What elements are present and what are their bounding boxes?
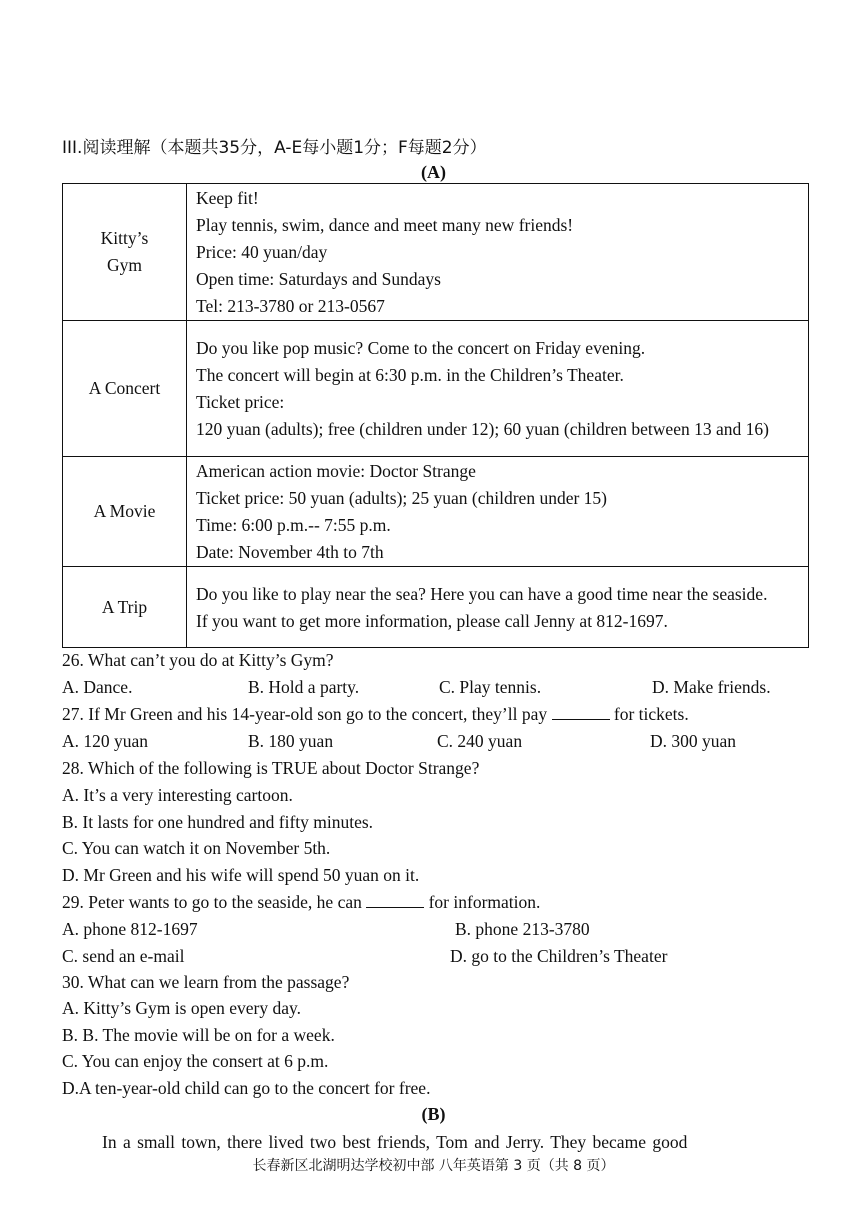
q27-stem-before: 27. If Mr Green and his 14-year-old son go to the concert, they’ll pay <box>62 704 548 724</box>
part-a-heading: (A) <box>421 162 446 182</box>
section-title: III.阅读理解（本题共35分，A-E每小题1分；F每题2分） <box>62 138 487 158</box>
q30-option-d: D.A ten-year-old child can go to the concert for free. <box>62 1078 431 1098</box>
page-footer: 长春新区北湖明达学校初中部 八年英语第 3 页（共 8 页） <box>252 1158 615 1174</box>
ad-content-gym <box>187 184 809 321</box>
q28-option-b: B. It lasts for one hundred and fifty minutes. <box>62 812 374 832</box>
ad-name: A Concert <box>88 378 161 398</box>
q30-option-a: A. Kitty’s Gym is open every day. <box>62 998 301 1018</box>
ad-line: The concert will begin at 6:30 p.m. in the Children’s Theater. <box>196 365 624 385</box>
q26-option-d: D. Make friends. <box>652 677 771 697</box>
q27-option-a: A. 120 yuan <box>62 731 149 751</box>
ad-line: 120 yuan (adults); free (children under 12); 60 yuan (children between 13 and 16) <box>196 419 769 439</box>
ad-row-concert <box>63 321 809 457</box>
ad-row-movie <box>63 457 809 567</box>
ad-line: If you want to get more information, please call Jenny at 812-1697. <box>196 610 668 631</box>
q29-option-b: B. phone 213-3780 <box>455 919 590 939</box>
q29-stem-before: 29. Peter wants to go to the seaside, he can <box>62 892 362 912</box>
ad-name: A Trip <box>101 596 148 617</box>
ad-content-trip <box>187 567 809 648</box>
q29-stem <box>62 892 540 913</box>
q27-option-d: D. 300 yuan <box>650 731 737 751</box>
ad-row-trip <box>63 567 809 648</box>
q26-option-a: A. Dance. <box>62 677 133 697</box>
ad-line: Do you like to play near the sea? Here you can have a good time near the seaside. <box>196 583 768 604</box>
ad-row-gym <box>63 184 809 321</box>
q29-option-d: D. go to the Children’s Theater <box>450 946 668 966</box>
q28-stem: 28. Which of the following is TRUE about Doctor Strange? <box>62 758 480 778</box>
ad-line: Time: 6:00 p.m.-- 7:55 p.m. <box>196 515 391 535</box>
ad-line: Open time: Saturdays and Sundays <box>196 269 441 289</box>
q29-stem-after: for information. <box>428 892 541 912</box>
ad-content-movie <box>187 457 809 567</box>
q30-option-c: C. You can enjoy the consert at 6 p.m. <box>62 1051 329 1071</box>
ad-label-trip <box>63 567 187 648</box>
ad-line: Do you like pop music? Come to the concert on Friday evening. <box>196 338 646 358</box>
q29-option-a: A. phone 812-1697 <box>62 919 198 939</box>
ad-label-gym <box>63 184 187 321</box>
passage-b-first-line: In a small town, there lived two best friends, Tom and Jerry. They became good <box>102 1132 688 1152</box>
q28-option-d: D. Mr Green and his wife will spend 50 yuan on it. <box>62 865 420 885</box>
ad-line: Date: November 4th to 7th <box>196 542 384 562</box>
q27-stem-after: for tickets. <box>613 704 689 724</box>
ad-name: Kitty’s Gym <box>100 228 149 275</box>
q28-option-c: C. You can watch it on November 5th. <box>62 838 331 858</box>
ad-content-concert <box>187 321 809 457</box>
ad-line: Keep fit! <box>196 188 259 208</box>
ad-line: Ticket price: <box>196 392 285 412</box>
ad-name: A Movie <box>93 501 156 521</box>
q29-blank <box>366 893 424 908</box>
q26-option-c: C. Play tennis. <box>439 677 542 697</box>
q29-option-c: C. send an e-mail <box>62 946 185 966</box>
ad-line: Play tennis, swim, dance and meet many new friends! <box>196 215 574 235</box>
q27-stem <box>62 704 689 725</box>
ad-line: Price: 40 yuan/day <box>196 242 328 262</box>
ads-table <box>62 183 809 648</box>
q30-stem: 30. What can we learn from the passage? <box>62 972 350 992</box>
q27-option-c: C. 240 yuan <box>437 731 523 751</box>
ad-label-movie <box>63 457 187 567</box>
ad-line: Ticket price: 50 yuan (adults); 25 yuan (children under 15) <box>196 488 607 508</box>
q28-option-a: A. It’s a very interesting cartoon. <box>62 785 293 805</box>
part-b-heading: (B) <box>421 1104 446 1124</box>
ad-label-concert <box>63 321 187 457</box>
q30-option-b: B. B. The movie will be on for a week. <box>62 1025 335 1045</box>
ad-line: Tel: 213-3780 or 213-0567 <box>196 296 385 316</box>
q26-stem: 26. What can’t you do at Kitty’s Gym? <box>62 650 334 670</box>
q26-option-b: B. Hold a party. <box>248 677 360 697</box>
q27-option-b: B. 180 yuan <box>248 731 334 751</box>
ad-line: American action movie: Doctor Strange <box>196 461 476 481</box>
q27-blank <box>552 705 610 720</box>
